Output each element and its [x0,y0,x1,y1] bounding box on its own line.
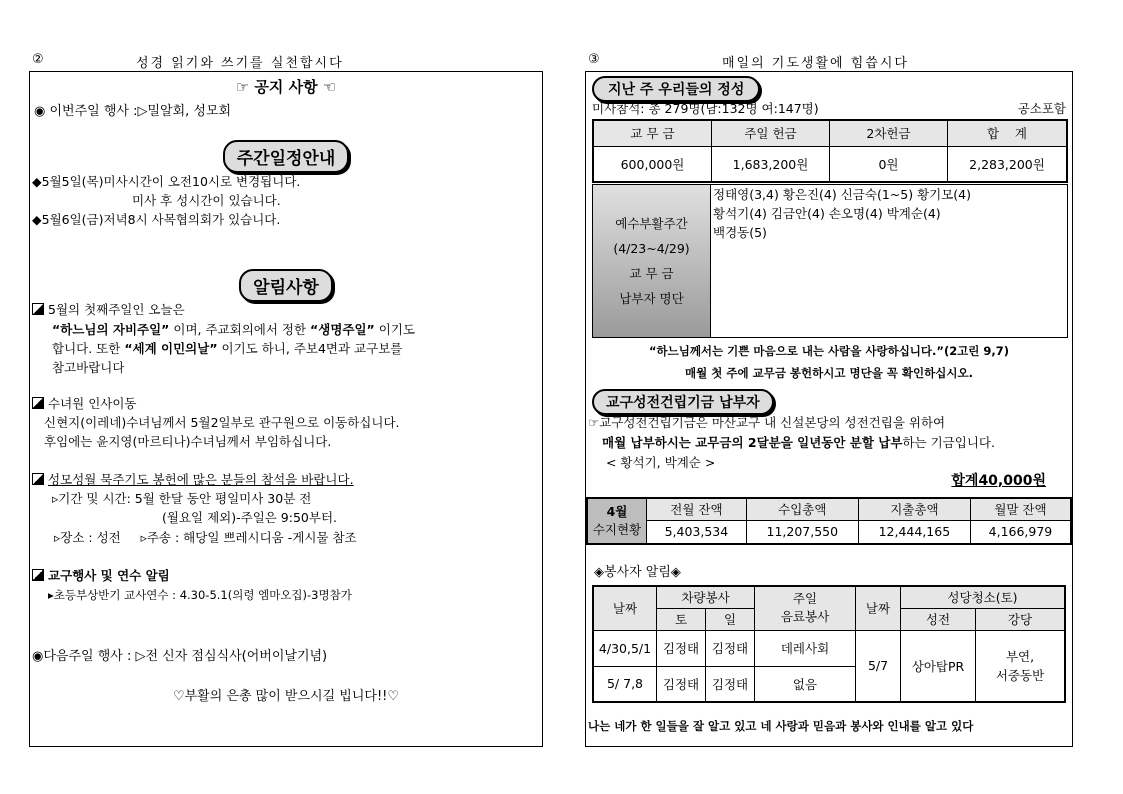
life-sunday: “생명주일” [310,322,375,337]
vol-r1-sat: 김정태 [657,630,706,666]
vol-date2-header: 날짜 [856,586,901,630]
mercy-sunday: “하느님의 자비주일” [52,322,170,337]
schedule-line-2: 미사 후 성시간이 있습니다. [132,193,281,208]
announce-1-title-text: 5월의 첫째주일인 오늘은 [48,302,185,317]
schedule-line-3: ◆5월6일(금)저녁8시 사목협의회가 있습니다. [32,212,281,227]
finance-table [586,497,1072,545]
square-bullet-icon [32,397,44,409]
finance-header-1: 전월 잔액 [647,498,747,520]
vol-r1-sun: 김정태 [706,630,755,666]
offering-value-1: 600,000원 [593,146,712,182]
finance-value-2: 11,207,550 [746,520,858,544]
vol-sun-header: 일 [706,608,755,630]
attendance-note: 공소포함 [1017,101,1066,116]
fund-line-2-rest: 하는 기금입니다. [902,435,995,450]
announce-3-line-1: ▹기간 및 시간: 5월 한달 동안 평일미사 30분 전 [52,491,312,506]
offering-header-2: 주일 헌금 [712,120,830,146]
announce-4-title-text: 교구행사 및 연수 알림 [48,568,170,583]
offering-value-4: 2,283,200원 [948,146,1068,182]
closing-message: ♡부활의 은총 많이 받으시길 빕니다!!♡ [172,689,400,704]
fund-line-2-bold: 매월 납부하시는 교무금의 2달분을 일년동안 분할 납부 [602,435,903,450]
fund-total: 합계40,000원 [951,473,1046,489]
offering-value-3: 0원 [830,146,948,182]
left-panel [29,71,543,747]
right-header: 매일의 기도생활에 힘씁시다 [722,56,909,71]
announce-3-line-3: ▹장소 : 성전 ▹주송 : 해당일 쁘레시디움 -게시물 참조 [54,530,357,545]
vol-clean-date: 5/7 [856,630,901,702]
volunteer-title: ◈봉사자 알림◈ [594,565,681,580]
quote-2: 매월 첫 주에 교무금 봉헌하시고 명단을 꼭 확인하십시오. [685,366,973,380]
announce-4-title [32,566,170,585]
announce-2-line-2: 후임에는 윤지영(마르티나)수녀님께서 부임하십니다. [44,434,332,449]
schedule-title: 주간일정안내 [223,140,350,173]
donor-line-2: 황석기(4) 김금안(4) 손오명(4) 박계순(4) [713,206,941,221]
left-page-number: ② [32,52,44,67]
announce-1-line-2 [52,339,402,358]
left-header: 성경 읽기와 쓰기를 실천합시다 [136,56,344,71]
donor-line-1: 정태영(3,4) 황은진(4) 신금숙(1~5) 황기모(4) [713,187,971,202]
vol-clean-header: 성당청소(토) [901,586,1066,608]
vol-r1-date: 4/30,5/1 [593,630,657,666]
volunteer-table [592,585,1066,703]
vol-sanctuary-header: 성전 [901,608,976,630]
square-bullet-icon [32,473,44,485]
donor-list [713,185,971,242]
vol-sat-header: 토 [657,608,706,630]
fund-names: < 황석기, 박계순 > [606,455,716,470]
finance-label-month: 4월 [606,504,628,519]
announce-3-title-text: 성모성월 묵주기도 봉헌에 많은 분들의 참석을 바랍니다. [48,472,354,487]
vol-r2-sat: 김정태 [657,666,706,702]
announce-2-title [32,394,137,413]
announce-3-line-2: (월요일 제외)-주일은 9:50부터. [162,510,338,525]
finance-header-2: 수입총액 [746,498,858,520]
quote: “하느님께서는 기쁜 마음으로 내는 사람을 사랑하십니다.”(2고린 9,7) [648,344,1010,358]
fund-line-2 [602,433,995,452]
vol-r2-drink: 없음 [755,666,856,702]
schedule-line-1: ◆5월5일(목)미사시간이 오전10시로 변경됩니다. [32,174,301,189]
announce-1-title [32,300,185,319]
a1-l2a: 합니다. 또한 [52,341,121,356]
donor-label [593,185,711,337]
right-page-number: ③ [588,52,600,67]
offering-header-3: 2차헌금 [830,120,948,146]
square-bullet-icon [32,303,44,315]
this-week-event: ◉ 이번주일 행사 :▷밀알회, 성모회 [34,104,232,119]
donor-label-4: 납부자 명단 [619,291,684,306]
vol-drink-header: 주일 음료봉사 [755,586,856,630]
square-bullet-icon [32,569,44,581]
finance-value-3: 12,444,165 [858,520,970,544]
vol-clean-sanctuary: 상아탑PR [901,630,976,702]
fund-line-1: ☞교구성전건립기금은 마산교구 내 신설본당의 성전건립을 위하여 [588,415,946,430]
vol-car-header: 차량봉사 [657,586,755,608]
offering-value-2: 1,683,200원 [712,146,830,182]
migrants-day: “세계 이민의날” [124,341,218,356]
announce-2-line-1: 신현지(이레네)수녀님께서 5월2일부로 관구원으로 이동하십니다. [44,415,400,430]
a1-l1d: 이기도 [378,322,415,337]
donor-label-3: 교 무 금 [629,266,674,281]
finance-label [587,498,647,544]
announce-title: 알림사항 [239,269,333,302]
finance-header-3: 지출총액 [858,498,970,520]
attendance: 미사참석: 총 279명(남:132명 여:147명) [592,101,819,116]
fund-title: 교구성전건립기금 납부자 [592,389,774,415]
vol-hall-header: 강당 [976,608,1066,630]
a1-l2c: 이기도 하니, 주보4면과 교구보를 [221,341,403,356]
donor-label-1: 예수부활주간 [615,216,688,231]
announce-4-line-1: ▸초등부상반기 교사연수 : 4.30-5.1(의령 엠마오집)-3명참가 [48,588,352,602]
vol-r2-date: 5/ 7,8 [593,666,657,702]
donor-line-3: 백경동(5) [713,225,767,240]
announce-3-title [32,470,354,489]
notice-title: ☞ 공지 사항 ☜ [235,78,337,96]
offering-table [592,119,1068,183]
vol-date-header: 날짜 [593,586,657,630]
vol-r1-drink: 데레사회 [755,630,856,666]
announce-1-line-1 [52,320,415,339]
right-panel [585,71,1073,747]
footer-verse: 나는 네가 한 일들을 잘 알고 있고 네 사랑과 믿음과 봉사와 인내를 알고 있다 [588,719,974,733]
offering-header-4: 합 계 [948,120,1068,146]
vol-clean-hall: 부연, 서중동반 [976,630,1066,702]
finance-value-1: 5,403,534 [647,520,747,544]
offering-header-1: 교 무 금 [593,120,712,146]
finance-label-status: 수지현황 [592,522,642,537]
announce-1-line-3: 참고바랍니다 [52,360,125,375]
donor-box [592,184,1068,338]
offering-title: 지난 주 우리들의 정성 [592,76,760,102]
announce-2-title-text: 수녀원 인사이동 [48,396,137,411]
a1-l1b: 이며, 주교회의에서 정한 [173,322,307,337]
finance-value-4: 4,166,979 [970,520,1071,544]
vol-r2-sun: 김정태 [706,666,755,702]
finance-header-4: 월말 잔액 [970,498,1071,520]
donor-label-2: (4/23~4/29) [613,241,690,256]
next-week-event: ◉다음주일 행사 : ▷전 신자 점심식사(어버이날기념) [32,649,328,664]
